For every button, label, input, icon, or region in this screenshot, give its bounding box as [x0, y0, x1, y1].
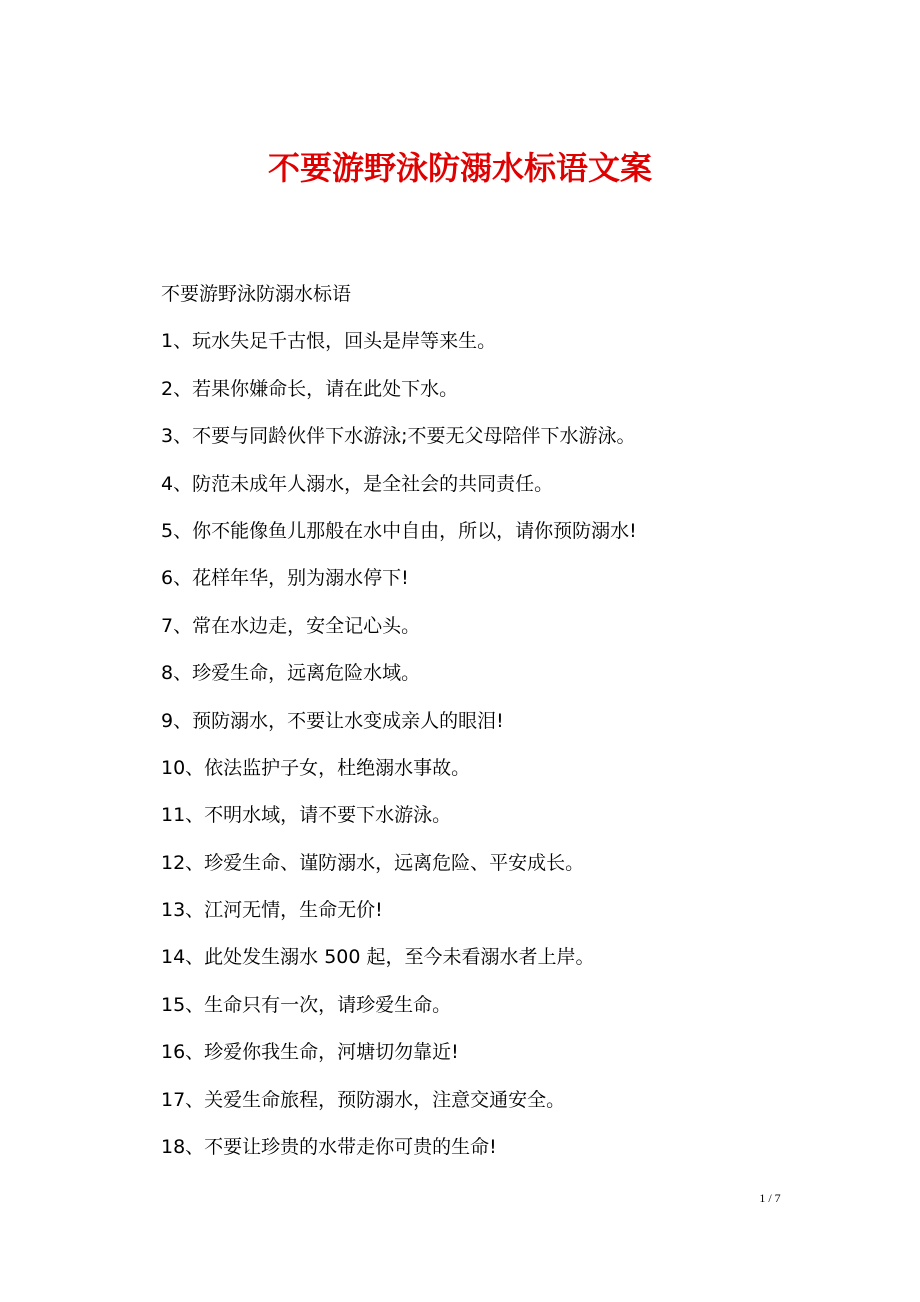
slogan-line: 4、防范未成年人溺水，是全社会的共同责任。: [161, 472, 554, 495]
slogan-line: 17、关爱生命旅程，预防溺水，注意交通安全。: [161, 1088, 566, 1111]
slogan-line: 14、此处发生溺水 500 起，至今未看溺水者上岸。: [161, 946, 595, 969]
slogan-line: 16、珍爱你我生命，河塘切勿靠近!: [161, 1041, 459, 1064]
slogan-line: 1、玩水失足千古恨，回头是岸等来生。: [161, 330, 497, 353]
slogan-line: 10、依法监护子女，杜绝溺水事故。: [161, 756, 471, 779]
slogan-line: 6、花样年华，别为溺水停下!: [161, 567, 409, 590]
document-body: [161, 278, 801, 1178]
slogan-line: 9、预防溺水，不要让水变成亲人的眼泪!: [161, 709, 504, 732]
page-number: 1 / 7: [759, 1191, 781, 1205]
slogan-line: 7、常在水边走，安全记心头。: [161, 614, 421, 637]
section-heading: 不要游野泳防溺水标语: [161, 283, 352, 305]
slogan-line: 11、不明水域，请不要下水游泳。: [161, 804, 452, 827]
document-title: 不要游野泳防溺水标语文案: [267, 149, 652, 187]
slogan-line: 18、不要让珍贵的水带走你可贵的生命!: [161, 1136, 497, 1159]
slogan-line: 3、不要与同龄伙伴下水游泳;不要无父母陪伴下水游泳。: [161, 425, 636, 448]
slogan-line: 2、若果你嫌命长，请在此处下水。: [161, 377, 459, 400]
slogan-line: 13、江河无情，生命无价!: [161, 899, 383, 922]
slogan-line: 8、珍爱生命，远离危险水域。: [161, 662, 421, 685]
slogan-line: 15、生命只有一次，请珍爱生命。: [161, 993, 452, 1016]
slogan-line: 12、珍爱生命、谨防溺水，远离危险、平安成长。: [161, 851, 585, 874]
slogan-line: 5、你不能像鱼儿那般在水中自由，所以，请你预防溺水!: [161, 519, 637, 542]
